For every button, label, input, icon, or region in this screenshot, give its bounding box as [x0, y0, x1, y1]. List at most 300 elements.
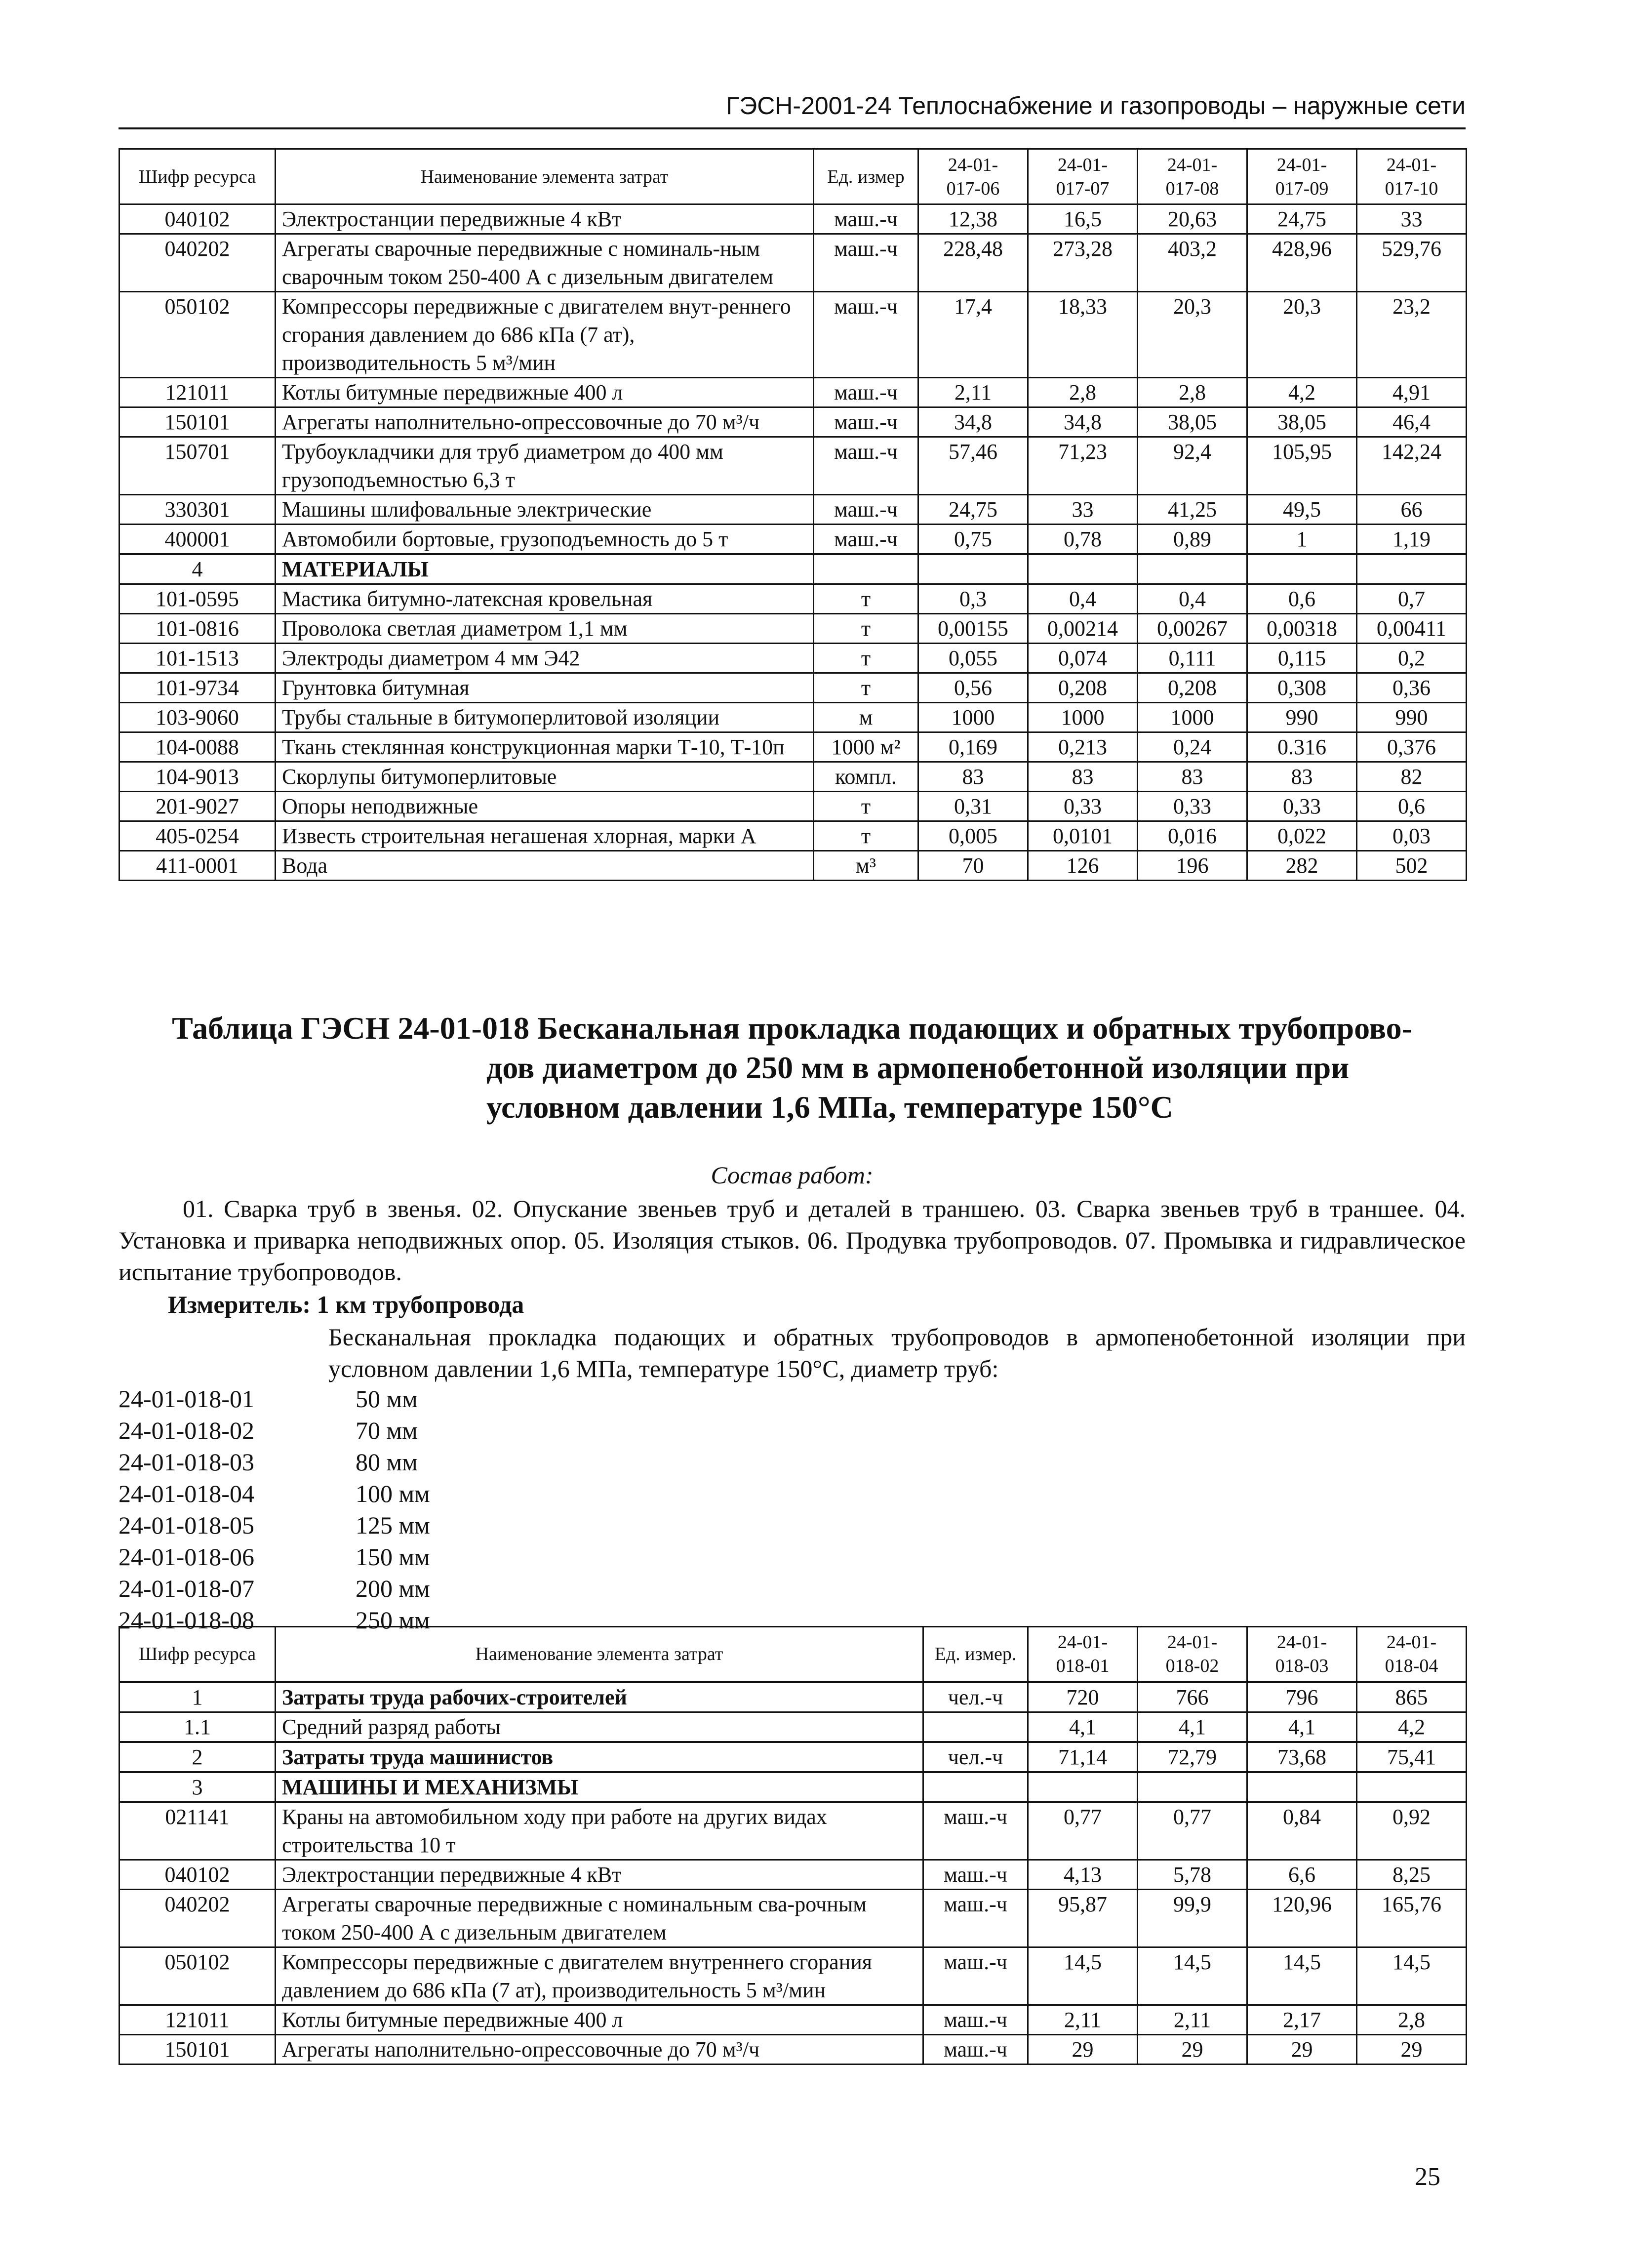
variant-code: 24-01-018-03 [119, 1448, 254, 1476]
value-cell: 0.316 [1247, 732, 1357, 762]
value-cell: 83 [1138, 762, 1247, 792]
value-cell: 720 [1028, 1682, 1138, 1712]
resource-name: Проволока светлая диаметром 1,1 мм [276, 614, 814, 644]
value-cell: 2,11 [1028, 2005, 1138, 2034]
table-row [119, 525, 1467, 555]
unit-cell: т [814, 792, 918, 821]
value-cell: 18,33 [1028, 292, 1138, 378]
value-cell: 4,2 [1247, 378, 1357, 407]
unit-cell: маш.-ч [814, 378, 918, 407]
resource-code: 330301 [119, 495, 276, 525]
unit-cell: т [814, 821, 918, 851]
unit-cell: маш.-ч [923, 1860, 1028, 1889]
value-cell: 29 [1138, 2034, 1247, 2064]
value-cell [1028, 554, 1138, 584]
meter: Измеритель: 1 км трубопровода [168, 1291, 524, 1318]
value-cell: 228,48 [918, 234, 1028, 292]
value-cell: 0,78 [1028, 525, 1138, 555]
variant-size: 250 мм [356, 1606, 430, 1634]
value-cell: 0,33 [1028, 792, 1138, 821]
value-cell: 8,25 [1357, 1860, 1467, 1889]
unit-cell: маш.-ч [814, 292, 918, 378]
table-header-row [119, 1627, 1467, 1682]
value-cell: 0,111 [1138, 644, 1247, 673]
table-row [119, 584, 1467, 614]
unit-cell: маш.-ч [814, 525, 918, 555]
resource-table-018 [119, 1626, 1467, 2065]
value-cell: 0,169 [918, 732, 1028, 762]
value-cell [1247, 1772, 1357, 1802]
resource-name: МАШИНЫ И МЕХАНИЗМЫ [276, 1772, 923, 1802]
value-cell: 990 [1357, 703, 1467, 732]
header-code: Шифр ресурса [119, 149, 276, 204]
unit-cell: маш.-ч [923, 1947, 1028, 2005]
value-cell: 142,24 [1357, 437, 1467, 495]
resource-code: 021141 [119, 1802, 276, 1860]
resource-code: 040202 [119, 234, 276, 292]
value-cell: 0,77 [1028, 1802, 1138, 1860]
value-cell: 2,17 [1247, 2005, 1357, 2034]
variant-size: 50 мм [356, 1385, 418, 1413]
variant-code: 24-01-018-04 [119, 1480, 254, 1507]
table-row [119, 762, 1467, 792]
value-cell: 0,022 [1247, 821, 1357, 851]
header-name: Наименование элемента затрат [276, 1627, 923, 1682]
variant-size: 200 мм [356, 1575, 430, 1602]
resource-code: 121011 [119, 378, 276, 407]
resource-name: Ткань стеклянная конструкционная марки Т-10, Т-10п [276, 732, 814, 762]
unit-cell: чел.-ч [923, 1742, 1028, 1772]
running-head: ГЭСН-2001-24 Теплоснабжение и газопроводы – наружные сети [726, 92, 1466, 120]
value-cell: 0,4 [1138, 584, 1247, 614]
unit-cell: т [814, 644, 918, 673]
table-row [119, 495, 1467, 525]
value-cell: 0,6 [1357, 792, 1467, 821]
value-cell: 0,56 [918, 673, 1028, 703]
variant-item [119, 1573, 430, 1604]
unit-cell: маш.-ч [814, 495, 918, 525]
value-cell: 0,074 [1028, 644, 1138, 673]
value-cell: 990 [1247, 703, 1357, 732]
value-cell: 29 [1028, 2034, 1138, 2064]
resource-code: 050102 [119, 1947, 276, 2005]
value-cell: 4,1 [1247, 1712, 1357, 1742]
resource-code: 101-0595 [119, 584, 276, 614]
table-row [119, 703, 1467, 732]
value-cell: 502 [1357, 851, 1467, 881]
resource-code: 040102 [119, 204, 276, 234]
value-cell: 38,05 [1138, 407, 1247, 437]
value-cell: 29 [1247, 2034, 1357, 2064]
table-row [119, 292, 1467, 378]
variant-item [119, 1446, 430, 1478]
table-row [119, 1889, 1467, 1947]
unit-cell [923, 1772, 1028, 1802]
value-cell: 4,13 [1028, 1860, 1138, 1889]
value-cell: 2,8 [1357, 2005, 1467, 2034]
header-col: 24-01- 017-09 [1247, 149, 1357, 204]
table-row [119, 851, 1467, 881]
works-heading: Состав работ: [711, 1161, 874, 1189]
table-row [119, 378, 1467, 407]
variant-list [119, 1383, 430, 1636]
resource-code: 150101 [119, 407, 276, 437]
table-row [119, 1947, 1467, 2005]
value-cell: 403,2 [1138, 234, 1247, 292]
resource-name: Краны на автомобильном ходу при работе на других видах строительства 10 т [276, 1802, 923, 1860]
value-cell: 92,4 [1138, 437, 1247, 495]
table-row [119, 792, 1467, 821]
value-cell [1138, 554, 1247, 584]
header-name: Наименование элемента затрат [276, 149, 814, 204]
value-cell: 72,79 [1138, 1742, 1247, 1772]
value-cell: 1,19 [1357, 525, 1467, 555]
resource-code: 150701 [119, 437, 276, 495]
header-unit: Ед. измер. [923, 1627, 1028, 1682]
value-cell: 95,87 [1028, 1889, 1138, 1947]
variant-size: 80 мм [356, 1448, 418, 1476]
value-cell: 4,91 [1357, 378, 1467, 407]
table-row [119, 2005, 1467, 2034]
value-cell: 0,208 [1028, 673, 1138, 703]
value-cell: 0,00214 [1028, 614, 1138, 644]
value-cell: 83 [1028, 762, 1138, 792]
value-cell: 0,016 [1138, 821, 1247, 851]
header-col: 24-01- 018-01 [1028, 1627, 1138, 1682]
resource-code: 4 [119, 554, 276, 584]
resource-name: Электростанции передвижные 4 кВт [276, 204, 814, 234]
header-rule [119, 127, 1466, 129]
variant-code: 24-01-018-06 [119, 1543, 254, 1571]
resource-name: Грунтовка битумная [276, 673, 814, 703]
resource-name: Вода [276, 851, 814, 881]
header-col: 24-01- 017-07 [1028, 149, 1138, 204]
unit-cell [923, 1712, 1028, 1742]
value-cell: 41,25 [1138, 495, 1247, 525]
variant-code: 24-01-018-02 [119, 1417, 254, 1444]
value-cell: 273,28 [1028, 234, 1138, 292]
value-cell: 865 [1357, 1682, 1467, 1712]
resource-name: Опоры неподвижные [276, 792, 814, 821]
value-cell: 12,38 [918, 204, 1028, 234]
value-cell [1138, 1772, 1247, 1802]
value-cell: 17,4 [918, 292, 1028, 378]
value-cell: 23,2 [1357, 292, 1467, 378]
variant-size: 70 мм [356, 1417, 418, 1444]
value-cell: 0,2 [1357, 644, 1467, 673]
value-cell: 0,6 [1247, 584, 1357, 614]
table-row [119, 407, 1467, 437]
value-cell: 14,5 [1357, 1947, 1467, 2005]
resource-name: Электростанции передвижные 4 кВт [276, 1860, 923, 1889]
value-cell: 82 [1357, 762, 1467, 792]
header-col: 24-01- 018-04 [1357, 1627, 1467, 1682]
value-cell: 99,9 [1138, 1889, 1247, 1947]
resource-name: МАТЕРИАЛЫ [276, 554, 814, 584]
value-cell: 0,03 [1357, 821, 1467, 851]
value-cell: 105,95 [1247, 437, 1357, 495]
value-cell: 20,63 [1138, 204, 1247, 234]
section-row [119, 554, 1467, 584]
value-cell: 0,213 [1028, 732, 1138, 762]
value-cell: 66 [1357, 495, 1467, 525]
resource-name: Компрессоры передвижные с двигателем внутреннего сгорания давлением до 686 кПа (7 ат), производительность 5 м³/мин [276, 1947, 923, 2005]
value-cell: 0,0101 [1028, 821, 1138, 851]
table-row [119, 1802, 1467, 1860]
value-cell: 2,8 [1028, 378, 1138, 407]
unit-cell: т [814, 584, 918, 614]
unit-cell: м³ [814, 851, 918, 881]
value-cell: 38,05 [1247, 407, 1357, 437]
value-cell: 0,33 [1138, 792, 1247, 821]
resource-code: 121011 [119, 2005, 276, 2034]
table-row [119, 1712, 1467, 1742]
value-cell: 34,8 [918, 407, 1028, 437]
value-cell: 1000 [1028, 703, 1138, 732]
variant-code: 24-01-018-08 [119, 1606, 254, 1634]
variant-description: Бесканальная прокладка подающих и обратных трубопроводов в армопенобетонной изоляции при условном давлении 1,6 МПа, температуре 150°С, диаметр труб: [328, 1323, 1466, 1382]
table-row [119, 614, 1467, 644]
unit-cell [814, 554, 918, 584]
value-cell: 83 [1247, 762, 1357, 792]
value-cell: 0,75 [918, 525, 1028, 555]
value-cell: 71,23 [1028, 437, 1138, 495]
value-cell: 75,41 [1357, 1742, 1467, 1772]
resource-name: Агрегаты наполнительно-опрессовочные до 70 м³/ч [276, 2034, 923, 2064]
value-cell: 0,7 [1357, 584, 1467, 614]
value-cell: 73,68 [1247, 1742, 1357, 1772]
value-cell: 196 [1138, 851, 1247, 881]
value-cell: 0,308 [1247, 673, 1357, 703]
unit-cell: маш.-ч [814, 437, 918, 495]
table-header-row [119, 149, 1467, 204]
table-row [119, 673, 1467, 703]
value-cell: 71,14 [1028, 1742, 1138, 1772]
variant-code: 24-01-018-01 [119, 1385, 254, 1413]
unit-cell: т [814, 614, 918, 644]
value-cell: 796 [1247, 1682, 1357, 1712]
value-cell: 0,4 [1028, 584, 1138, 614]
variant-item [119, 1415, 430, 1446]
resource-name: Котлы битумные передвижные 400 л [276, 2005, 923, 2034]
variant-size: 150 мм [356, 1543, 430, 1571]
value-cell [1247, 554, 1357, 584]
value-cell: 0,115 [1247, 644, 1357, 673]
resource-name: Агрегаты сварочные передвижные с номиналь-ным сварочным током 250-400 А с дизельным двигателем [276, 234, 814, 292]
header-code: Шифр ресурса [119, 1627, 276, 1682]
resource-name: Автомобили бортовые, грузоподъемность до 5 т [276, 525, 814, 555]
variant-size: 125 мм [356, 1511, 430, 1539]
header-col: 24-01- 018-03 [1247, 1627, 1357, 1682]
value-cell: 6,6 [1247, 1860, 1357, 1889]
value-cell: 1000 [1138, 703, 1247, 732]
value-cell: 14,5 [1247, 1947, 1357, 2005]
resource-name: Затраты труда машинистов [276, 1742, 923, 1772]
value-cell: 14,5 [1138, 1947, 1247, 2005]
value-cell: 1 [1247, 525, 1357, 555]
resource-name: Трубоукладчики для труб диаметром до 400 мм грузоподъемностью 6,3 т [276, 437, 814, 495]
unit-cell: маш.-ч [923, 1889, 1028, 1947]
resource-code: 104-9013 [119, 762, 276, 792]
value-cell: 0,31 [918, 792, 1028, 821]
variant-item [119, 1383, 430, 1415]
value-cell: 29 [1357, 2034, 1467, 2064]
resource-code: 201-9027 [119, 792, 276, 821]
variant-item [119, 1541, 430, 1573]
resource-name: Известь строительная негашеная хлорная, марки А [276, 821, 814, 851]
resource-code: 050102 [119, 292, 276, 378]
unit-cell: маш.-ч [814, 204, 918, 234]
header-col: 24-01- 018-02 [1138, 1627, 1247, 1682]
resource-name: Средний разряд работы [276, 1712, 923, 1742]
header-col: 24-01- 017-08 [1138, 149, 1247, 204]
header-col: 24-01- 017-06 [918, 149, 1028, 204]
resource-code: 040202 [119, 1889, 276, 1947]
resource-name: Затраты труда рабочих-строителей [276, 1682, 923, 1712]
value-cell: 428,96 [1247, 234, 1357, 292]
table-row [119, 2034, 1467, 2064]
value-cell: 49,5 [1247, 495, 1357, 525]
resource-name: Компрессоры передвижные с двигателем внут-реннего сгорания давлением до 686 кПа (7 ат), производительность 5 м³/мин [276, 292, 814, 378]
value-cell: 4,2 [1357, 1712, 1467, 1742]
resource-code: 3 [119, 1772, 276, 1802]
table-row [119, 437, 1467, 495]
unit-cell: маш.-ч [923, 1802, 1028, 1860]
value-cell: 20,3 [1138, 292, 1247, 378]
variant-item [119, 1509, 430, 1541]
value-cell [1357, 1772, 1467, 1802]
value-cell: 46,4 [1357, 407, 1467, 437]
resource-code: 150101 [119, 2034, 276, 2064]
resource-code: 101-9734 [119, 673, 276, 703]
value-cell: 0,00318 [1247, 614, 1357, 644]
table-row [119, 204, 1467, 234]
header-unit: Ед. измер [814, 149, 918, 204]
value-cell: 529,76 [1357, 234, 1467, 292]
value-cell: 5,78 [1138, 1860, 1247, 1889]
resource-name: Трубы стальные в битумоперлитовой изоляции [276, 703, 814, 732]
unit-cell: чел.-ч [923, 1682, 1028, 1712]
value-cell: 0,208 [1138, 673, 1247, 703]
table-row [119, 644, 1467, 673]
resource-name: Агрегаты наполнительно-опрессовочные до 70 м³/ч [276, 407, 814, 437]
value-cell: 0,92 [1357, 1802, 1467, 1860]
table-row [119, 1682, 1467, 1712]
resource-code: 104-0088 [119, 732, 276, 762]
value-cell: 14,5 [1028, 1947, 1138, 2005]
value-cell: 34,8 [1028, 407, 1138, 437]
value-cell: 4,1 [1028, 1712, 1138, 1742]
resource-name: Агрегаты сварочные передвижные с номинальным сва-рочным током 250-400 А с дизельным двигателем [276, 1889, 923, 1947]
resource-code: 2 [119, 1742, 276, 1772]
resource-name: Котлы битумные передвижные 400 л [276, 378, 814, 407]
value-cell: 16,5 [1028, 204, 1138, 234]
value-cell: 33 [1028, 495, 1138, 525]
value-cell: 766 [1138, 1682, 1247, 1712]
resource-code: 103-9060 [119, 703, 276, 732]
table-row [119, 1860, 1467, 1889]
value-cell: 0,00411 [1357, 614, 1467, 644]
table-row [119, 1742, 1467, 1772]
unit-cell: м [814, 703, 918, 732]
value-cell: 0,36 [1357, 673, 1467, 703]
unit-cell: 1000 м² [814, 732, 918, 762]
value-cell [1357, 554, 1467, 584]
value-cell: 126 [1028, 851, 1138, 881]
value-cell: 0,00267 [1138, 614, 1247, 644]
value-cell: 0,376 [1357, 732, 1467, 762]
resource-code: 400001 [119, 525, 276, 555]
resource-code: 1 [119, 1682, 276, 1712]
resource-code: 405-0254 [119, 821, 276, 851]
variant-code: 24-01-018-07 [119, 1575, 254, 1602]
value-cell: 24,75 [1247, 204, 1357, 234]
unit-cell: маш.-ч [923, 2034, 1028, 2064]
value-cell: 70 [918, 851, 1028, 881]
unit-cell: маш.-ч [814, 234, 918, 292]
unit-cell: т [814, 673, 918, 703]
works-text: 01. Сварка труб в звенья. 02. Опускание звеньев труб и деталей в траншею. 03. Сварка звеньев труб в траншее. 04. Установка и приварка неподвижных опор. 05. Изоляция стыков. 06. Продувка трубопроводов. 07. Промывка и гидравлическое испытание трубопроводов. [119, 1195, 1466, 1286]
resource-code: 411-0001 [119, 851, 276, 881]
value-cell: 2,11 [1138, 2005, 1247, 2034]
value-cell: 0,005 [918, 821, 1028, 851]
resource-name: Мастика битумно-латексная кровельная [276, 584, 814, 614]
value-cell: 0,77 [1138, 1802, 1247, 1860]
variant-size: 100 мм [356, 1480, 430, 1507]
value-cell: 282 [1247, 851, 1357, 881]
unit-cell: компл. [814, 762, 918, 792]
value-cell: 24,75 [918, 495, 1028, 525]
value-cell: 4,1 [1138, 1712, 1247, 1742]
value-cell: 0,33 [1247, 792, 1357, 821]
table-title: Таблица ГЭСН 24-01-018 Бесканальная прокладка подающих и обратных трубопрово- дов диаметром до 250 мм в армопенобетонной изоляции при условном давлении 1,6 МПа, температуре 150°С [172, 1011, 1412, 1125]
resource-name: Машины шлифовальные электрические [276, 495, 814, 525]
value-cell: 0,84 [1247, 1802, 1357, 1860]
value-cell: 33 [1357, 204, 1467, 234]
variant-code: 24-01-018-05 [119, 1511, 254, 1539]
value-cell: 2,11 [918, 378, 1028, 407]
resource-code: 040102 [119, 1860, 276, 1889]
value-cell: 0,055 [918, 644, 1028, 673]
unit-cell: маш.-ч [923, 2005, 1028, 2034]
variant-item [119, 1478, 430, 1509]
value-cell: 57,46 [918, 437, 1028, 495]
value-cell [1028, 1772, 1138, 1802]
value-cell: 83 [918, 762, 1028, 792]
value-cell [918, 554, 1028, 584]
value-cell: 0,00155 [918, 614, 1028, 644]
value-cell: 0,3 [918, 584, 1028, 614]
resource-name: Скорлупы битумоперлитовые [276, 762, 814, 792]
resource-code: 101-1513 [119, 644, 276, 673]
resource-name: Электроды диаметром 4 мм Э42 [276, 644, 814, 673]
resource-code: 101-0816 [119, 614, 276, 644]
value-cell: 2,8 [1138, 378, 1247, 407]
value-cell: 20,3 [1247, 292, 1357, 378]
value-cell: 0,24 [1138, 732, 1247, 762]
section-row [119, 1772, 1467, 1802]
page-number: 25 [1415, 2163, 1440, 2191]
value-cell: 0,89 [1138, 525, 1247, 555]
value-cell: 1000 [918, 703, 1028, 732]
value-cell: 165,76 [1357, 1889, 1467, 1947]
value-cell: 120,96 [1247, 1889, 1357, 1947]
unit-cell: маш.-ч [814, 407, 918, 437]
table-row [119, 821, 1467, 851]
resource-code: 1.1 [119, 1712, 276, 1742]
header-col: 24-01- 017-10 [1357, 149, 1467, 204]
table-row [119, 732, 1467, 762]
